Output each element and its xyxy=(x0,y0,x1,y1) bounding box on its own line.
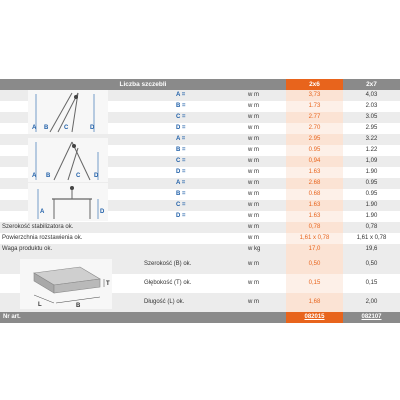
table-row: Waga produktu ok. w kg 17,0 19,6 xyxy=(0,244,400,255)
article-number-label: Nr art. xyxy=(0,312,286,323)
article-number-2x6[interactable]: 082015 xyxy=(286,312,343,323)
ladder-platform-diagram xyxy=(28,183,108,221)
header-col-2x6: 2x6 xyxy=(286,79,343,90)
article-number-row xyxy=(0,312,400,323)
header-col-2x7: 2x7 xyxy=(343,79,400,90)
diagram-label-a: A xyxy=(32,173,37,179)
diagram-label-b: B xyxy=(44,125,49,131)
ladder-aframe-diagram xyxy=(28,138,108,182)
diagram-label-d: D xyxy=(100,209,105,215)
diagram-label-d: D xyxy=(90,125,95,131)
diagram-label-c: C xyxy=(76,173,81,179)
diagram-label-d: D xyxy=(94,173,99,179)
diagram-label-b: B xyxy=(76,303,81,309)
spec-table xyxy=(0,79,400,325)
table-row: C = w m 0,94 1,09 xyxy=(0,156,400,167)
table-row: Szerokość (B) ok. w m 0,50 0,50 xyxy=(0,255,400,274)
table-row: D = w m 2.70 2.95 xyxy=(0,123,400,134)
table-row: Szerokość stabilizatora ok. w m 0,78 0,78 xyxy=(0,222,400,233)
table-row: B = w m 1.73 2.03 xyxy=(0,101,400,112)
ladder-extended-diagram xyxy=(28,90,108,134)
table-row: D = w m 1.63 1.90 xyxy=(0,167,400,178)
table-row: C = w m 2.77 3.05 xyxy=(0,112,400,123)
table-row: A = w m 2.68 0.95 xyxy=(0,178,400,189)
header-title: Liczba szczebli xyxy=(0,79,286,90)
table-row: B = w m 0.68 0.95 xyxy=(0,189,400,200)
diagram-label-t: T xyxy=(106,281,110,287)
diagram-label-a: A xyxy=(32,125,37,131)
table-row: A = w m 2.95 3.22 xyxy=(0,134,400,145)
diagram-label-b: B xyxy=(46,173,51,179)
diagram-label-a: A xyxy=(40,209,45,215)
table-row: B = w m 0.95 1.22 xyxy=(0,145,400,156)
table-row: A = w m 3,73 4,03 xyxy=(0,90,400,101)
diagram-label-l: L xyxy=(38,302,42,308)
package-box-diagram xyxy=(20,259,112,309)
table-row: Powierzchnia rozstawienia ok. w m 1,61 x 0,78 1,61 x 0,78 xyxy=(0,233,400,244)
diagram-label-c: C xyxy=(64,125,69,131)
table-row: Głębokość (T) ok. w m 0,15 0,15 xyxy=(0,274,400,293)
article-number-2x7[interactable]: 082107 xyxy=(343,312,400,323)
table-row: D = w m 1.63 1.90 xyxy=(0,211,400,222)
table-row: C = w m 1.63 1.90 xyxy=(0,200,400,211)
table-row: Długość (L) ok. w m 1,68 2,00 xyxy=(0,293,400,312)
